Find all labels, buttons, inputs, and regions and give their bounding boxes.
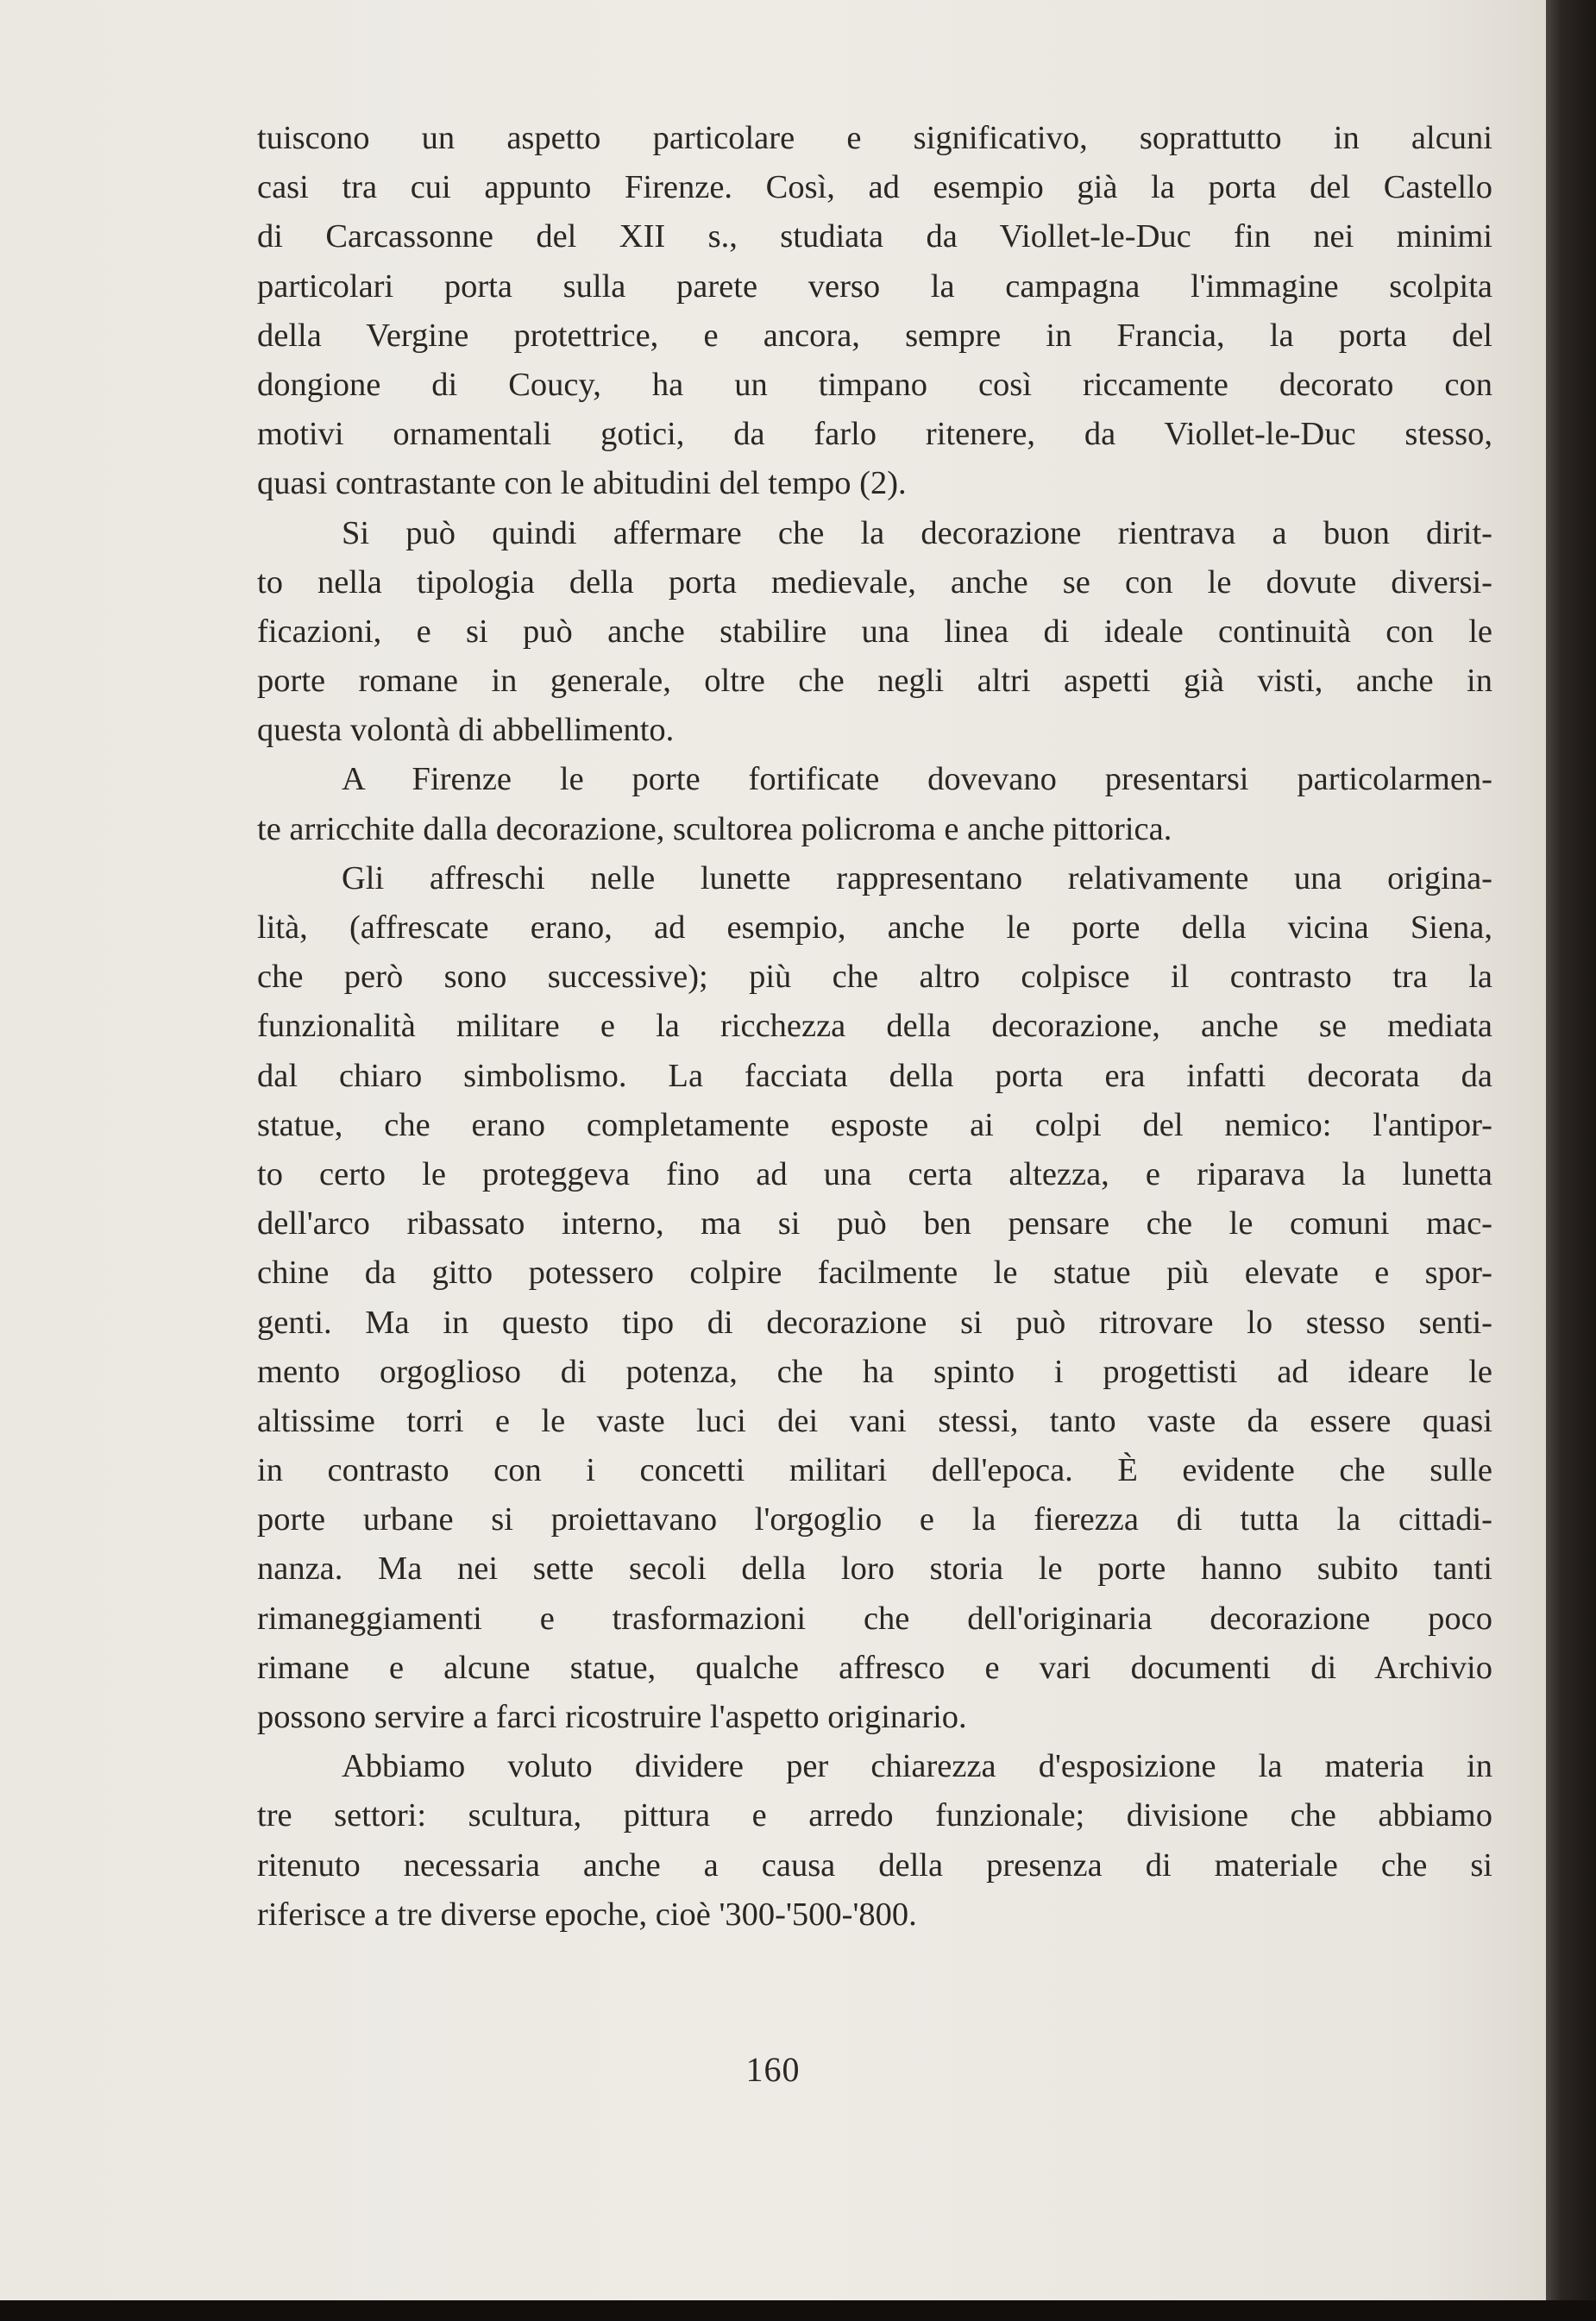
text-line: della Vergine protettrice, e ancora, sempre in Francia, la porta del	[257, 317, 1492, 354]
text-line: quasi contrastante con le abitudini del tempo (2).	[257, 465, 907, 502]
body-text	[257, 114, 1492, 1940]
text-line: rimane e alcune statue, qualche affresco e vari documenti di Archivio	[257, 1649, 1492, 1686]
text-line: possono servire a farci ricostruire l'aspetto originario.	[257, 1699, 967, 1735]
scan-bottom-edge	[0, 2300, 1596, 2321]
text-line: questa volontà di abbellimento.	[257, 712, 675, 749]
text-line: to nella tipologia della porta medievale, anche se con le dovute diversi-	[257, 563, 1492, 601]
text-line: to certo le proteggeva fino ad una certa altezza, e riparava la lunetta	[257, 1155, 1492, 1192]
paragraph	[257, 114, 1492, 509]
paragraph	[257, 509, 1492, 756]
text-line: mento orgoglioso di potenza, che ha spinto i progettisti ad ideare le	[257, 1353, 1492, 1390]
text-line: riferisce a tre diverse epoche, cioè '300-'500-'800.	[257, 1896, 917, 1933]
text-line: lità, (affrescate erano, ad esempio, anche le porte della vicina Siena,	[257, 909, 1492, 946]
text-line: ritenuto necessaria anche a causa della presenza di materiale che si	[257, 1846, 1492, 1884]
text-line: Abbiamo voluto dividere per chiarezza d'esposizione la materia in	[342, 1748, 1492, 1785]
text-line: Si può quindi affermare che la decorazione rientrava a buon dirit-	[342, 514, 1492, 551]
paragraph	[257, 1742, 1492, 1940]
text-line: che però sono successive); più che altro colpisce il contrasto tra la	[257, 959, 1492, 996]
text-line: dell'arco ribassato interno, ma si può ben pensare che le comuni mac-	[257, 1205, 1492, 1242]
text-line: porte urbane si proiettavano l'orgoglio e la fierezza di tutta la cittadi-	[257, 1501, 1492, 1538]
text-line: A Firenze le porte fortificate dovevano presentarsi particolarmen-	[342, 761, 1492, 798]
text-line: nanza. Ma nei sette secoli della loro storia le porte hanno subito tanti	[257, 1550, 1492, 1588]
text-line: chine da gitto potessero colpire facilmente le statue più elevate e spor-	[257, 1255, 1492, 1292]
text-line: in contrasto con i concetti militari dell'epoca. È evidente che sulle	[257, 1452, 1492, 1489]
text-line: ficazioni, e si può anche stabilire una linea di ideale continuità con le	[257, 613, 1492, 650]
text-line: statue, che erano completamente esposte ai colpi del nemico: l'antipor-	[257, 1106, 1492, 1143]
text-line: funzionalità militare e la ricchezza della decorazione, anche se mediata	[257, 1008, 1492, 1045]
text-line: Gli affreschi nelle lunette rappresentano relativamente una origina-	[342, 859, 1492, 896]
text-line: genti. Ma in questo tipo di decorazione si può ritrovare lo stesso senti-	[257, 1304, 1492, 1341]
text-line: rimaneggiamenti e trasformazioni che dell'originaria decorazione poco	[257, 1600, 1492, 1637]
book-spine-edge	[1546, 0, 1596, 2321]
page-number: 160	[745, 2050, 801, 2089]
text-line: motivi ornamentali gotici, da farlo ritenere, da Viollet-le-Duc stesso,	[257, 416, 1492, 453]
text-line: tre settori: scultura, pittura e arredo funzionale; divisione che abbiamo	[257, 1797, 1492, 1834]
text-line: di Carcassonne del XII s., studiata da Viollet-le-Duc fin nei minimi	[257, 218, 1492, 255]
text-line: porte romane in generale, oltre che negli altri aspetti già visti, anche in	[257, 663, 1492, 700]
paragraph	[257, 854, 1492, 1742]
text-line: te arricchite dalla decorazione, scultorea policroma e anche pittorica.	[257, 810, 1172, 847]
text-line: altissime torri e le vaste luci dei vani stessi, tanto vaste da essere quasi	[257, 1402, 1492, 1439]
text-line: dal chiaro simbolismo. La facciata della porta era infatti decorata da	[257, 1057, 1492, 1094]
text-line: casi tra cui appunto Firenze. Così, ad esempio già la porta del Castello	[257, 169, 1492, 206]
paragraph	[257, 755, 1492, 853]
text-line: dongione di Coucy, ha un timpano così riccamente decorato con	[257, 366, 1492, 403]
text-line: particolari porta sulla parete verso la campagna l'immagine scolpita	[257, 267, 1492, 305]
text-line: tuiscono un aspetto particolare e significativo, soprattutto in alcuni	[257, 120, 1492, 156]
